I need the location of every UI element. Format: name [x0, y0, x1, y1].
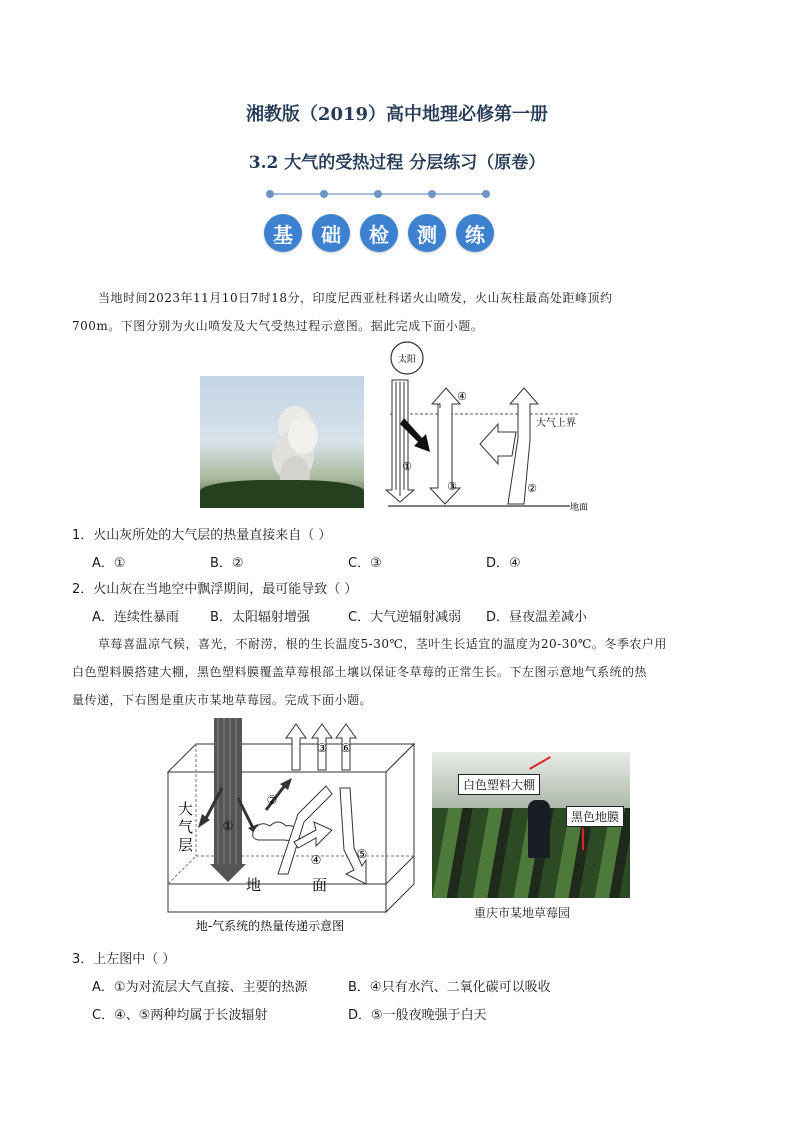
volcano-photo — [200, 376, 364, 508]
question-1-stem: 1．火山灰所处的大气层的热量直接来自（ ） — [72, 528, 332, 543]
marker-label: ⑤ — [356, 847, 368, 861]
divider-dot — [482, 190, 490, 198]
heat-transfer-diagram — [166, 718, 418, 934]
section-badge: 练 — [456, 214, 494, 252]
marker-label: ④ — [457, 390, 467, 403]
question-2-stem: 2．火山灰在当地空中飘浮期间，最可能导致（ ） — [72, 582, 358, 597]
marker-label: ② — [266, 793, 278, 807]
atmosphere-top-label: 大气上界 — [536, 418, 576, 429]
photo-caption: 重庆市某地草莓园 — [474, 906, 571, 920]
section-badges — [264, 214, 494, 252]
black-mulch-tag: 黑色地膜 — [566, 806, 624, 827]
section-badge: 检 — [360, 214, 398, 252]
decorative-divider — [268, 193, 488, 195]
question-1-option: B．② — [210, 556, 244, 571]
section-badge: 基 — [264, 214, 302, 252]
document-title: 湘教版（2019）高中地理必修第一册 — [245, 104, 549, 125]
question-1-option: C．③ — [348, 556, 382, 571]
sun-label: 太阳 — [397, 355, 417, 365]
divider-dot — [320, 190, 328, 198]
ground-label: 地 — [246, 876, 262, 894]
question-2-option: C．大气逆辐射减弱 — [348, 610, 462, 625]
divider-dot — [266, 190, 274, 198]
intro-paragraph-line: 当地时间2023年11月10日7时18分，印度尼西亚杜科诺火山喷发，火山灰柱最高处距峰顶约 — [98, 291, 613, 305]
white-film-tag: 白色塑料大棚 — [458, 774, 540, 795]
question-1-option: D．④ — [486, 556, 521, 571]
diagram-caption: 地-气系统的热量传递示意图 — [195, 919, 345, 933]
question-2-option: B．太阳辐射增强 — [210, 610, 310, 625]
marker-label: ⑥ — [340, 741, 352, 755]
divider-dot — [428, 190, 436, 198]
pointer-arrow — [582, 828, 584, 850]
intro-paragraph-line: 白色塑料膜搭建大棚，黑色塑料膜覆盖草莓根部土壤以保证冬草莓的正常生长。下左图示意地气系统的热 — [72, 665, 648, 679]
marker-label: ③ — [447, 480, 457, 493]
tree-line — [200, 480, 364, 508]
question-3-stem: 3．上左图中（ ） — [72, 952, 176, 967]
intro-paragraph-line: 700m。下图分别为火山喷发及大气受热过程示意图。据此完成下面小题。 — [72, 319, 484, 333]
marker-label: ③ — [316, 741, 328, 755]
atmosphere-label: 大 — [178, 800, 194, 818]
question-2-option: A．连续性暴雨 — [92, 610, 179, 625]
atmosphere-label: 层 — [178, 836, 194, 854]
marker-label: ④ — [310, 853, 322, 867]
question-3-option: A．①为对流层大气直接、主要的热源 — [92, 980, 308, 995]
atmosphere-label: 气 — [178, 818, 194, 836]
marker-label: ② — [527, 482, 537, 495]
atmospheric-heating-diagram — [380, 340, 610, 516]
intro-paragraph-line: 草莓喜温凉气候，喜光，不耐涝，根的生长温度5-30℃，茎叶生长适宜的温度为20-30℃。冬季农户用 — [98, 637, 667, 651]
marker-label: ① — [222, 819, 234, 833]
divider-dot — [374, 190, 382, 198]
document-subtitle: 3.2 大气的受热过程 分层练习（原卷） — [248, 153, 546, 173]
question-1-option: A．① — [92, 556, 126, 571]
question-2-option: D．昼夜温差减小 — [486, 610, 588, 625]
section-badge: 测 — [408, 214, 446, 252]
intro-paragraph-line: 量传递，下右图是重庆市某地草莓园。完成下面小题。 — [72, 693, 373, 707]
farmer-figure — [528, 800, 550, 858]
question-3-option: D．⑤一般夜晚强于白天 — [348, 1008, 487, 1023]
marker-label: ① — [402, 460, 412, 473]
question-3-option: C．④、⑤两种均属于长波辐射 — [92, 1008, 268, 1023]
strawberry-greenhouse-photo — [432, 752, 630, 898]
ground-label: 面 — [312, 876, 328, 894]
ash-plume — [288, 418, 318, 454]
question-3-option: B．④只有水汽、二氧化碳可以吸收 — [348, 980, 551, 995]
ground-label: 地面 — [570, 503, 589, 513]
section-badge: 础 — [312, 214, 350, 252]
